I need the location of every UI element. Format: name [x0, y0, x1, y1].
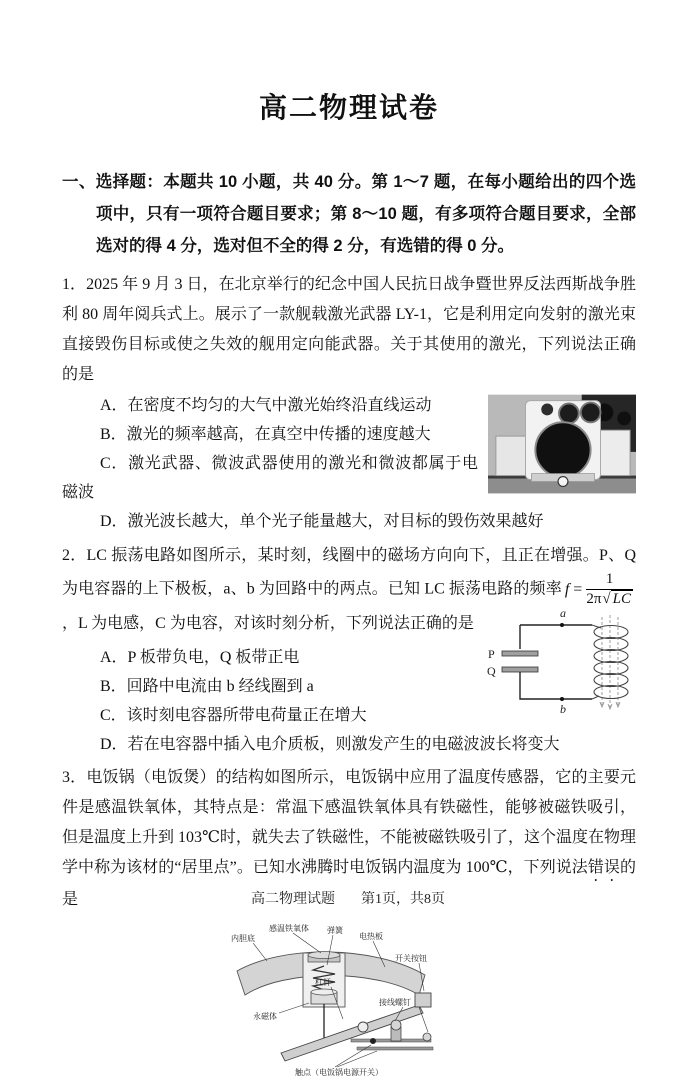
formula-radicand: LC: [612, 591, 631, 608]
formula-denominator-coeff: 2π: [586, 591, 602, 608]
q2-option-c: C．该时刻电容器所带电荷量正在增大: [100, 706, 367, 724]
circuit-node-b-label: b: [560, 702, 566, 716]
q3-stem-text-after: 的是: [62, 858, 636, 908]
formula-numerator: 1: [586, 571, 633, 590]
page-title: 高二物理试卷: [258, 92, 439, 123]
label-screws: 接线螺钉: [379, 997, 411, 1007]
frequency-formula: [565, 571, 633, 609]
q1-option-d: D．激光波长越大，单个光子能量越大，对目标的毁伤效果越好: [100, 513, 544, 530]
footer-page-info: 第1页，共8页: [361, 892, 445, 907]
label-spring: 弹簧: [327, 925, 343, 935]
page-footer: [0, 888, 696, 908]
capacitor-plate-q-label: Q: [487, 664, 496, 678]
label-ferrite: 感温铁氧体: [269, 923, 309, 933]
q1-option-a: A．在密度不均匀的大气中激光始终沿直线运动: [100, 397, 432, 414]
capacitor-plate-p-label: P: [488, 647, 495, 661]
q2-option-b: B．回路中电流由 b 经线圈到 a: [100, 677, 314, 695]
rice-cooker-diagram: [223, 919, 475, 1079]
radical-sign: √: [602, 591, 611, 608]
label-magnet: 永磁体: [253, 1011, 277, 1021]
q2-option-a: A．P 板带负电，Q 板带正电: [100, 648, 300, 666]
q1-option-b: B．激光的频率越高，在真空中传播的速度越大: [100, 426, 431, 443]
label-heater: 电热板: [359, 931, 383, 941]
formula-lhs: f: [564, 580, 570, 598]
q3-emphasized-word: 错误: [587, 858, 620, 876]
laser-weapon-photo: [488, 393, 636, 495]
label-lever: 杠杆: [315, 977, 331, 987]
label-contacts: 触点（电饭锅电源开关）: [295, 1067, 383, 1077]
lc-circuit-diagram: [480, 605, 638, 715]
q3-stem-text: 3．电饭锅（电饭煲）的结构如图所示，电饭锅中应用了温度传感器，它的主要元件是感温铁氧体，其特点是：常温下感温铁氧体具有铁磁性，能够被磁铁吸引，但是温度上升到 103℃时，就失去了铁磁性，不能被磁铁吸引了，这个温度在物理学中称为该材的“居里点”。已知水沸腾时电饭锅内温度为 100℃，下列说法: [62, 768, 636, 876]
question-3: [62, 763, 636, 1079]
label-switch-button: 开关按钮: [395, 953, 427, 963]
q1-options: [62, 391, 636, 536]
formula-equals: =: [573, 580, 583, 598]
footer-doc-name: 高二物理试题: [251, 892, 335, 907]
q1-stem: 1．2025 年 9 月 3 日，在北京举行的纪念中国人民抗日战争暨世界反法西斯战争胜利 80 周年阅兵式上。展示了一款舰载激光武器 LY-1，它是利用定向发射的激光束直接毁伤目标或使之失效的舰用定向能武器。关于其使用的激光，下列说法正确的是: [62, 276, 636, 383]
section-instructions: 一、选择题：本题共 10 小题，共 40 分。第 1～7 题，在每小题给出的四个选项中，只有一项符合题目要求；第 8～10 题，有多项符合题目要求，全部选对的得 4 分，选对但不全的得 2 分，有选错的得 0 分。: [62, 173, 636, 255]
q1-option-c: C．激光武器、微波武器使用的激光和微波都属于电磁波: [62, 455, 478, 501]
q2-stem-text: 2．LC 振荡电路如图所示，某时刻，线圈中的磁场方向向下，且正在增强。P、Q 为电容器的上下极板，a、b 为回路中的两点。已知 LC 振荡电路的频率: [62, 547, 636, 598]
question-2: [62, 541, 636, 759]
circuit-node-a-label: a: [560, 606, 566, 620]
label-inner-pot: 内胆底: [231, 933, 255, 943]
question-1: [62, 270, 636, 536]
q2-stem-text-after: ，L 为电感，C 为电容，对该时刻分析，下列说法正确的是: [62, 614, 474, 632]
q2-option-d: D．若在电容器中插入电介质板，则激发产生的电磁波波长将变大: [100, 735, 560, 753]
